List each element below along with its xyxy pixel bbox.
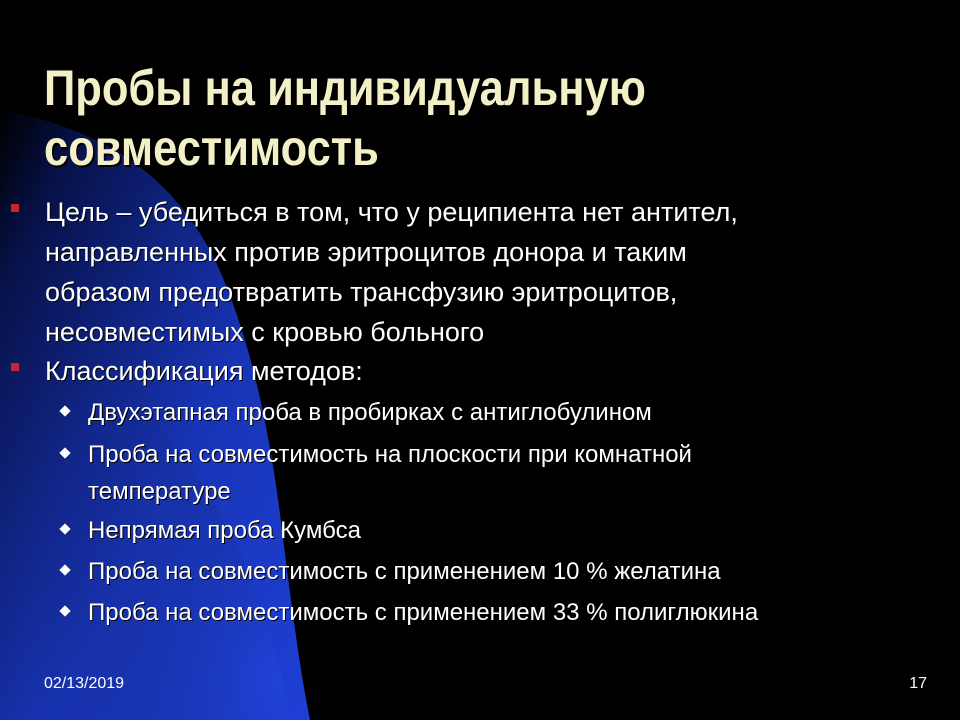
- objective-bullet-line-4: несовместимых с кровью больного: [45, 317, 485, 347]
- classification-bullet: [45, 351, 925, 391]
- method-line: Проба на совместимость на плоскости при комнатной: [88, 441, 692, 468]
- diamond-bullet-icon: [59, 605, 70, 616]
- page-number: 17: [909, 675, 927, 692]
- method-bullet: [88, 553, 928, 590]
- classification-bullet-line: Классификация методов:: [45, 356, 363, 386]
- method-line: Проба на совместимость с применением 33 % полиглюкина: [88, 599, 759, 626]
- diamond-bullet-icon: [59, 564, 70, 575]
- objective-bullet: [45, 192, 925, 352]
- square-bullet-icon: [11, 363, 19, 371]
- objective-bullet-line-1: Цель – убедиться в том, что у реципиента нет антител,: [45, 197, 738, 227]
- method-bullet: [88, 594, 928, 631]
- square-bullet-icon: [11, 204, 19, 212]
- diamond-bullet-icon: [59, 405, 70, 416]
- method-bullet: [88, 394, 928, 431]
- method-bullet: [88, 512, 928, 549]
- diamond-bullet-icon: [59, 447, 70, 458]
- slide-title-line-2: совместимость: [44, 120, 379, 176]
- slide-title-line-1: Пробы на индивидуальную: [44, 60, 646, 116]
- objective-bullet-line-3: образом предотвратить трансфузию эритроцитов,: [45, 277, 678, 307]
- footer-date: 02/13/2019: [44, 675, 125, 692]
- diamond-bullet-icon: [59, 523, 70, 534]
- method-line: Непрямая проба Кумбса: [88, 517, 361, 544]
- method-line: Двухэтапная проба в пробирках с антиглобулином: [88, 399, 652, 426]
- method-bullet: [88, 436, 928, 510]
- method-line: температуре: [88, 478, 231, 505]
- method-line: Проба на совместимость с применением 10 % желатина: [88, 558, 721, 585]
- objective-bullet-line-2: направленных против эритроцитов донора и таким: [45, 237, 687, 267]
